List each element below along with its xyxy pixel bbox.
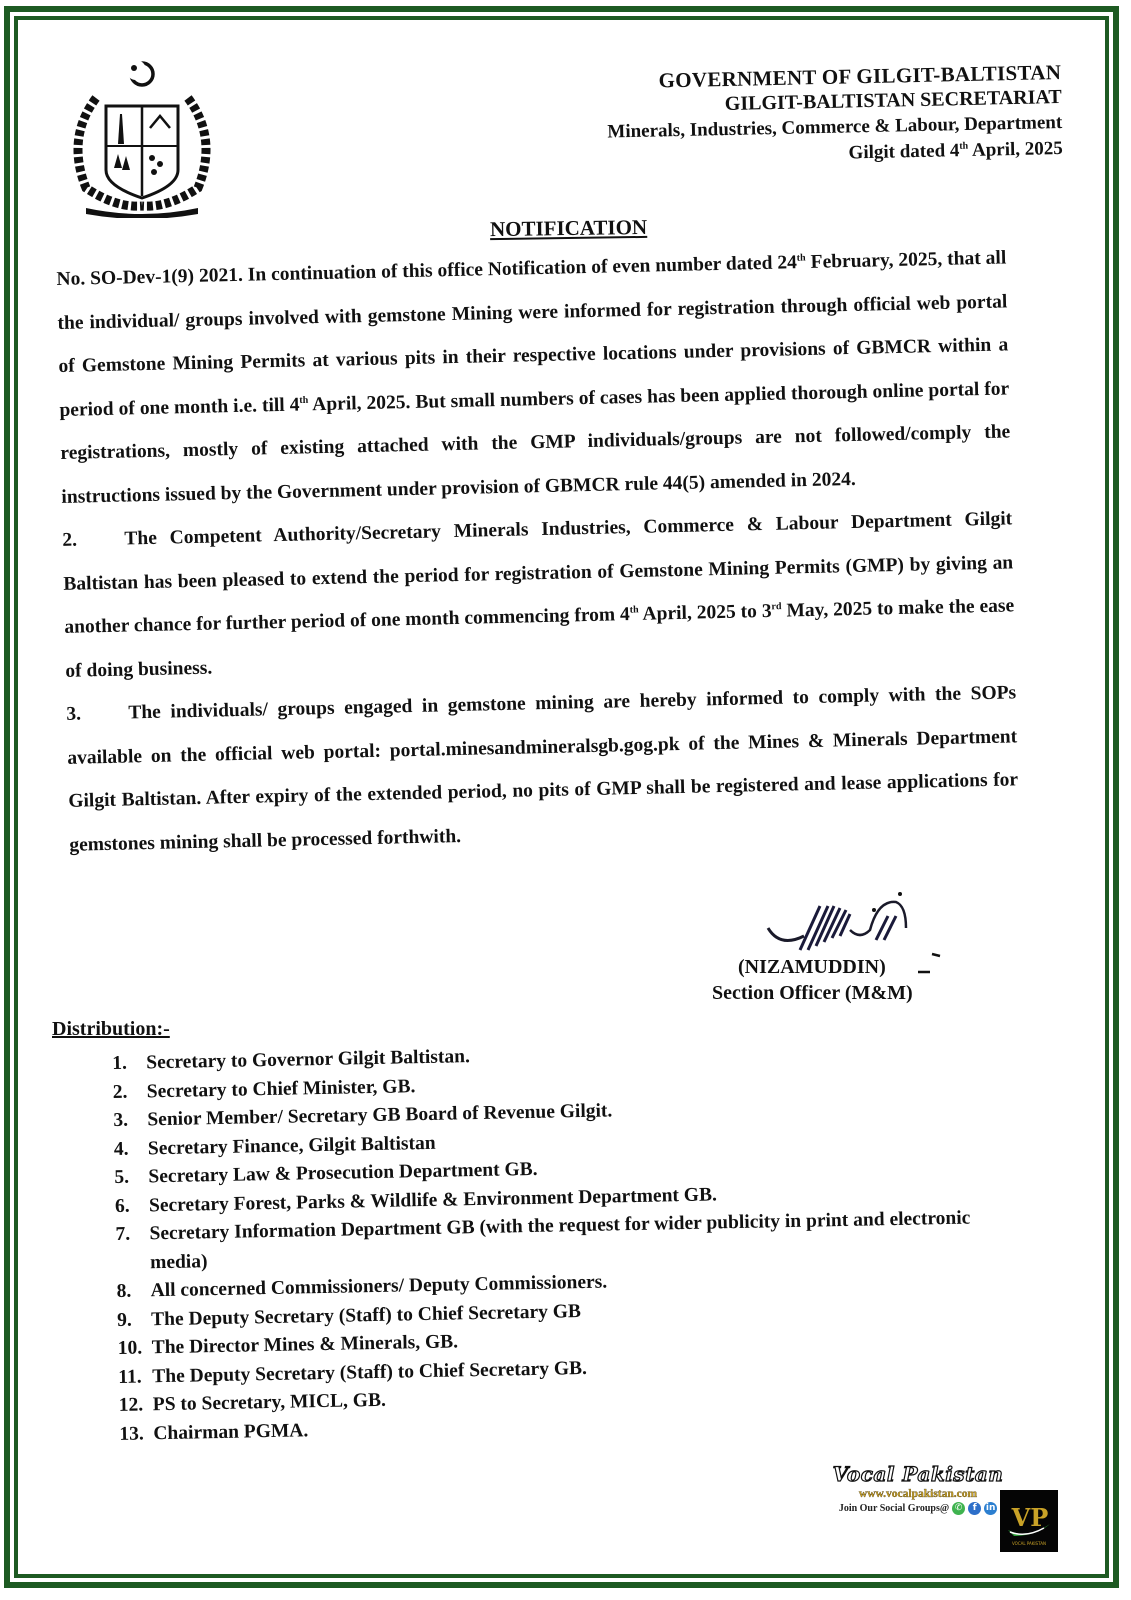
p2-text-a: The Competent Authority/Secretary Minerals Industries, Commerce & Labour Department Gilgit Baltistan has been pleased to extend the period for registration of Gemstone Mining Permits (GMP) by giving an another chance for further period of one month commencing from 4 (63, 508, 1014, 638)
p1-sup-a: th (796, 252, 806, 264)
government-emblem-icon (56, 58, 226, 218)
paragraph-number: 3. (66, 703, 82, 725)
item-number: 2. (112, 1081, 128, 1103)
facebook-icon[interactable]: f (968, 1502, 981, 1515)
item-text: Chairman PGMA. (153, 1419, 309, 1444)
logo-caption: VOCAL PAKISTAN (1012, 1541, 1046, 1546)
department-name: Minerals, Industries, Commerce & Labour, Department (607, 111, 1063, 143)
item-text: PS to Secretary, MICL, GB. (152, 1389, 387, 1416)
p1-text-b: February, 2025, that all the individual/ groups involved with gemstone Mining were informed for registration through official web portal of Gemstone Mining Permits at various pits in their respective locations under provisions of GBMCR within a period of one month i.e. till 4 (57, 247, 1009, 421)
item-text: Secretary Forest, Parks & Wildlife & Environment Department GB. (148, 1183, 718, 1216)
notification-title: NOTIFICATION (489, 214, 648, 242)
paragraph-3 (66, 671, 1020, 867)
linkedin-icon[interactable]: in (985, 1503, 996, 1513)
join-text: Join Our Social Groups@ (838, 1503, 950, 1514)
item-number: 3. (113, 1109, 129, 1131)
item-number: 7. (115, 1223, 131, 1245)
p2-text-c: May, 2025 to make the ease of doing business. (65, 595, 1015, 682)
p1-text-a: In continuation of this office Notification of even number dated 24 (242, 252, 798, 286)
letterhead (606, 60, 1063, 172)
item-text: The Deputy Secretary (Staff) to Chief Secretary GB (150, 1300, 582, 1330)
item-number: 4. (113, 1138, 129, 1160)
date-suffix: April, 2025 (968, 137, 1064, 161)
item-number: 5. (114, 1166, 130, 1188)
paragraph-1 (56, 236, 1012, 518)
p2-sup-a: th (629, 604, 639, 616)
paragraph-number: 2. (62, 529, 78, 551)
item-number: 11. (118, 1365, 142, 1388)
item-text: Secretary Information Department GB (with the request for wider publicity in print and electronic media) (149, 1207, 971, 1273)
date-sup: th (959, 140, 969, 152)
item-text: Senior Member/ Secretary GB Board of Revenue Gilgit. (147, 1100, 613, 1131)
item-text: Secretary to Governor Gilgit Baltistan. (146, 1046, 471, 1074)
vocal-pakistan-logo-icon (1000, 1490, 1058, 1552)
signatory-name: (NIZAMUDDIN) (738, 956, 886, 978)
paragraph-2 (62, 497, 1016, 693)
item-text: The Director Mines & Minerals, GB. (151, 1331, 459, 1359)
notification-body (56, 236, 1020, 866)
secretariat-title: GILGIT-BALTISTAN SECRETARIAT (724, 85, 1063, 116)
vocal-pakistan-watermark (818, 1462, 1018, 1542)
distribution-list (112, 1033, 1009, 1449)
item-number: 9. (116, 1309, 133, 1331)
item-text: Secretary Law & Prosecution Department GB. (148, 1158, 538, 1188)
watermark-url[interactable]: www.vocalpakistan.com (858, 1488, 978, 1500)
item-number: 6. (114, 1195, 130, 1217)
government-title: GOVERNMENT OF GILGIT-BALTISTAN (658, 60, 1062, 93)
signatory-title: Section Officer (M&M) (712, 982, 913, 1004)
item-text: The Deputy Secretary (Staff) to Chief Secretary GB. (152, 1357, 588, 1387)
distribution-title: Distribution:- (52, 1018, 170, 1040)
p3-text: The individuals/ groups engaged in gemstone mining are hereby informed to comply with the SOPs available on the official web portal: portal.minesandmineralsgb.gog.pk of the Mines & Minerals Department Gilgit Baltistan. After expiry of the extended period, no pits of GMP shall be registered and lease applications for gemstones mining shall be processed forthwith. (67, 682, 1019, 856)
item-text: Secretary Finance, Gilgit Baltistan (147, 1132, 436, 1159)
p1-sup-b: th (299, 394, 309, 406)
item-text: All concerned Commissioners/ Deputy Commissioners. (150, 1271, 608, 1302)
svg-text:VP: VP (1011, 1503, 1049, 1532)
item-number: 10. (117, 1337, 143, 1359)
item-number: 1. (112, 1052, 128, 1074)
item-number: 8. (116, 1280, 132, 1302)
watermark-join (818, 1502, 1018, 1515)
item-number: 13. (119, 1422, 144, 1445)
watermark-brand: Vocal Pakistan (832, 1462, 1004, 1486)
reference-number: No. SO-Dev-1(9) 2021. (56, 264, 244, 290)
p2-sup-b: rd (771, 601, 782, 613)
item-number: 12. (118, 1394, 144, 1416)
date-prefix: Gilgit dated 4 (848, 140, 960, 164)
p1-text-c: April, 2025. But small numbers of cases has been applied thorough online portal for registrations, mostly of existing attached with the GMP individuals/groups are not followed/comply the instructions issued by the Government under provision of GBMCR rule 44(5) amended in 2024. (60, 377, 1011, 508)
p2-text-b: April, 2025 to 3 (638, 600, 772, 625)
whatsapp-icon[interactable]: ✆ (952, 1502, 965, 1515)
item-text: Secretary to Chief Minister, GB. (146, 1075, 416, 1102)
